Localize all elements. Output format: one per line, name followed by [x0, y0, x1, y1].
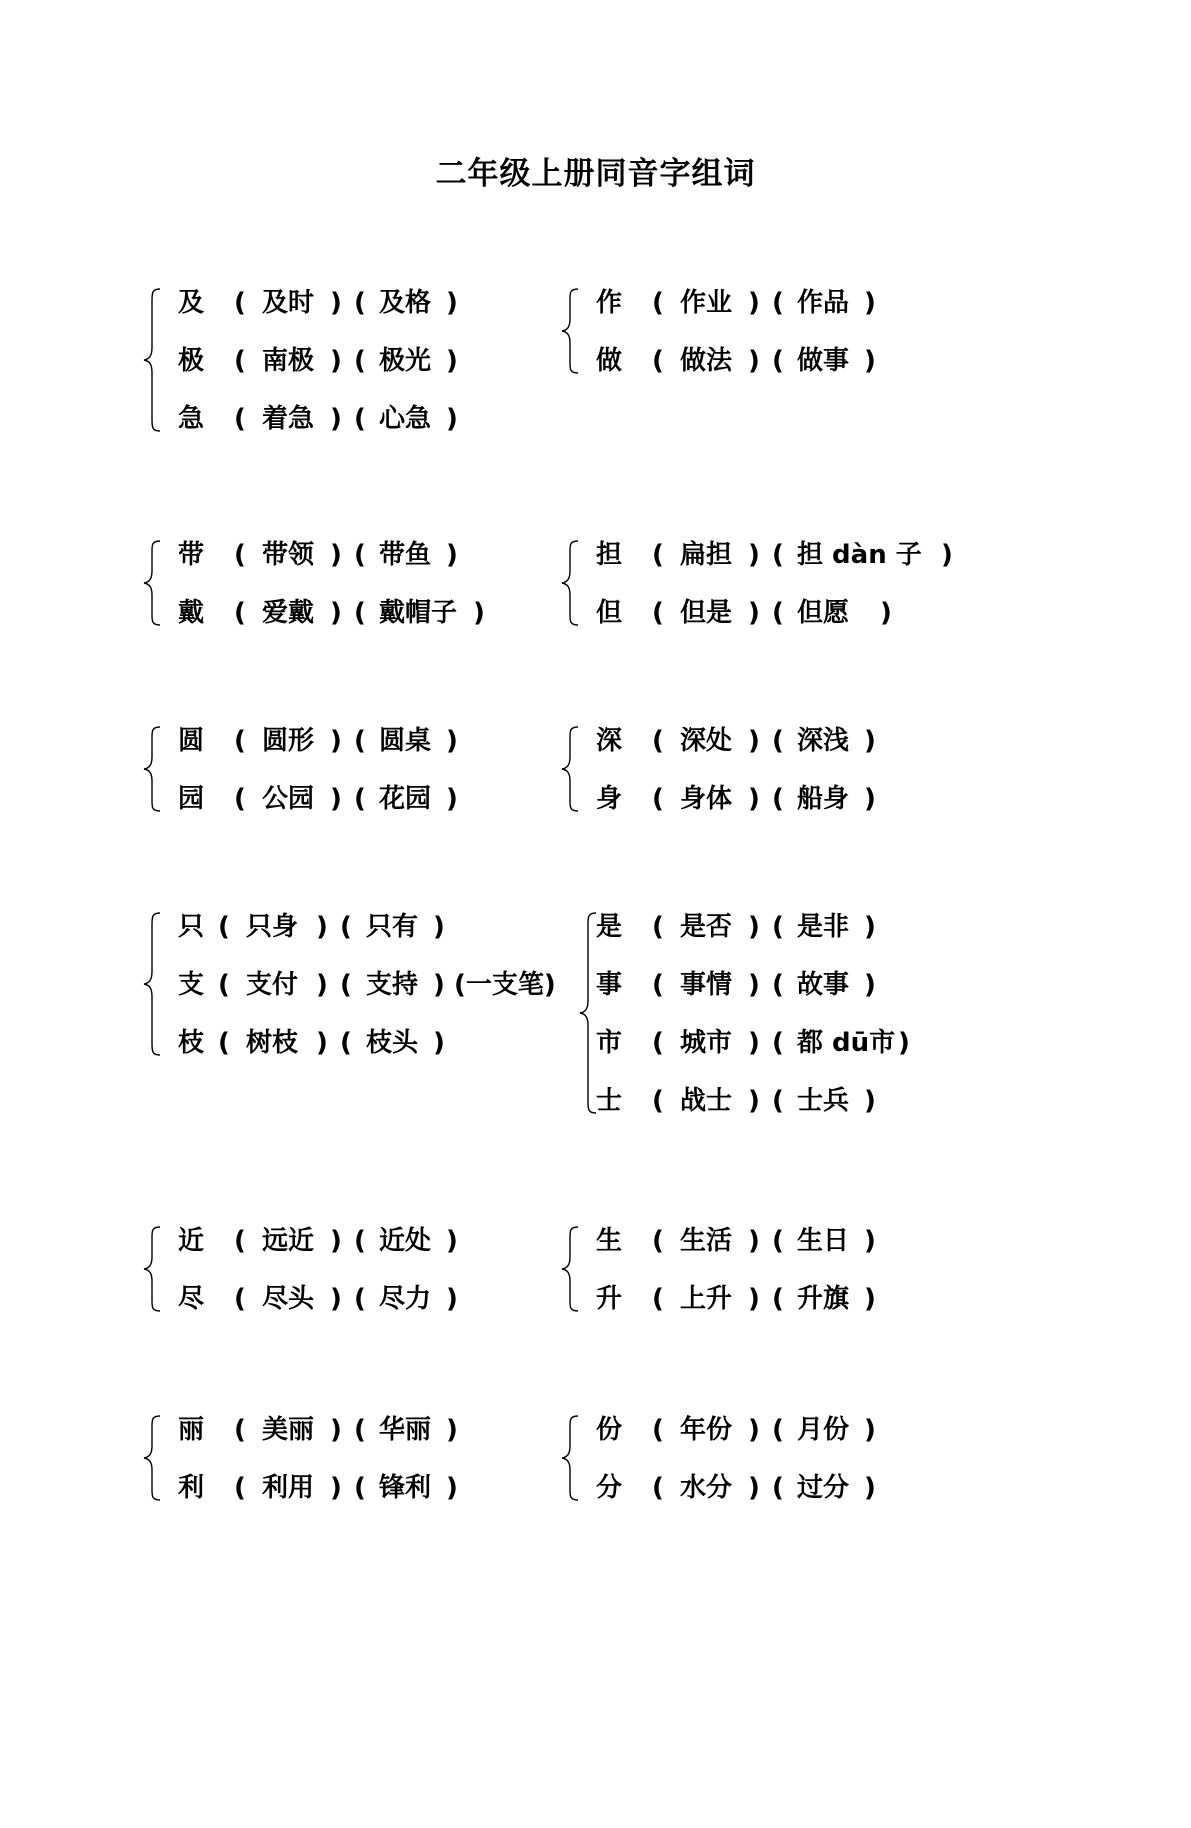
word-1: 着急 — [262, 404, 315, 434]
paren-open-2: ( — [772, 540, 784, 570]
word-1: 是否 — [680, 912, 733, 942]
left-brace — [140, 911, 164, 1057]
paren-open-2: ( — [340, 1028, 352, 1058]
target-char: 升 — [596, 1284, 623, 1314]
paren-open-2: ( — [772, 784, 784, 814]
left-brace — [140, 287, 164, 433]
target-char: 身 — [596, 784, 623, 814]
paren-close-2: ) — [446, 726, 458, 756]
word-1: 战士 — [680, 1086, 733, 1116]
paren-close-2: ) — [433, 1028, 445, 1058]
paren-close-1: ) — [330, 726, 342, 756]
paren-open-2: ( — [772, 1028, 784, 1058]
target-char: 丽 — [178, 1415, 205, 1445]
paren-open-2: ( — [354, 1226, 366, 1256]
paren-close-2: ) — [864, 288, 876, 318]
page-title: 二年级上册同音字组词 — [435, 156, 756, 192]
target-char: 带 — [178, 540, 205, 570]
word-1: 深处 — [680, 726, 733, 756]
paren-close-1: ) — [748, 540, 760, 570]
list-item — [596, 1023, 910, 1063]
target-char: 戴 — [178, 598, 205, 628]
paren-open-2: ( — [772, 288, 784, 318]
word-1: 年份 — [680, 1415, 733, 1445]
target-char: 是 — [596, 912, 623, 942]
paren-open-1: ( — [234, 1473, 246, 1503]
word-2: 锋利 — [379, 1473, 432, 1503]
paren-close-1: ) — [330, 1226, 342, 1256]
paren-close-2: ) — [473, 598, 485, 628]
list-item — [178, 1221, 458, 1261]
target-char: 圆 — [178, 726, 205, 756]
target-char: 士 — [596, 1086, 623, 1116]
word-1: 南极 — [262, 346, 315, 376]
word-1: 但是 — [680, 598, 733, 628]
word-2: 心急 — [379, 404, 432, 434]
word-1: 公园 — [262, 784, 315, 814]
paren-open-2: ( — [772, 726, 784, 756]
left-brace — [558, 725, 582, 813]
paren-close-1: ) — [330, 784, 342, 814]
target-char: 做 — [596, 346, 623, 376]
paren-close-2: ) — [864, 1086, 876, 1116]
paren-close-1: ) — [748, 1226, 760, 1256]
target-char: 只 — [178, 912, 205, 942]
list-item — [596, 535, 953, 575]
word-1: 圆形 — [262, 726, 315, 756]
list-item — [596, 1468, 876, 1508]
list-item — [178, 907, 445, 947]
word-3: (一支笔) — [454, 970, 556, 1000]
target-char: 极 — [178, 346, 205, 376]
word-2: 极光 — [379, 346, 432, 376]
paren-close-1: ) — [330, 404, 342, 434]
paren-close-1: ) — [748, 970, 760, 1000]
list-item — [596, 1410, 876, 1450]
paren-close-2: ) — [880, 598, 892, 628]
paren-close-2: ) — [864, 912, 876, 942]
paren-open-1: ( — [234, 288, 246, 318]
paren-open-2: ( — [354, 404, 366, 434]
list-item — [178, 1410, 458, 1450]
paren-open-2: ( — [772, 1415, 784, 1445]
word-1: 尽头 — [262, 1284, 315, 1314]
list-item — [178, 779, 458, 819]
paren-close-2: ) — [941, 540, 953, 570]
word-2: 生日 — [797, 1226, 850, 1256]
word-2: 深浅 — [797, 726, 850, 756]
word-2: 月份 — [797, 1415, 850, 1445]
list-item — [178, 593, 485, 633]
paren-close-1: ) — [330, 598, 342, 628]
paren-close-2: ) — [864, 784, 876, 814]
paren-open-1: ( — [218, 912, 230, 942]
paren-close-2: ) — [864, 346, 876, 376]
target-char: 份 — [596, 1415, 623, 1445]
word-2: 枝头 — [366, 1028, 419, 1058]
word-1: 利用 — [262, 1473, 315, 1503]
paren-open-1: ( — [652, 598, 664, 628]
word-1: 身体 — [680, 784, 733, 814]
paren-open-2: ( — [772, 1473, 784, 1503]
paren-close-1: ) — [748, 784, 760, 814]
word-2: 及格 — [379, 288, 432, 318]
paren-close-2: ) — [864, 1226, 876, 1256]
paren-close-1: ) — [330, 346, 342, 376]
target-char: 及 — [178, 288, 205, 318]
paren-open-2: ( — [340, 970, 352, 1000]
paren-open-2: ( — [772, 1284, 784, 1314]
list-item — [596, 721, 876, 761]
paren-close-2: ) — [433, 912, 445, 942]
paren-open-1: ( — [652, 346, 664, 376]
paren-open-1: ( — [234, 1284, 246, 1314]
word-2: 只有 — [366, 912, 419, 942]
word-2: 故事 — [797, 970, 850, 1000]
word-2: 华丽 — [379, 1415, 432, 1445]
word-1: 只身 — [246, 912, 299, 942]
paren-open-1: ( — [652, 1284, 664, 1314]
word-1: 城市 — [680, 1028, 733, 1058]
target-char: 作 — [596, 288, 623, 318]
word-2: 尽力 — [379, 1284, 432, 1314]
paren-close-1: ) — [748, 1086, 760, 1116]
paren-open-1: ( — [652, 1415, 664, 1445]
paren-open-1: ( — [234, 598, 246, 628]
list-item — [596, 593, 892, 633]
word-2: 近处 — [379, 1226, 432, 1256]
left-brace — [140, 1225, 164, 1313]
paren-close-2: ) — [446, 1415, 458, 1445]
paren-close-1: ) — [748, 1028, 760, 1058]
paren-close-2: ) — [446, 1284, 458, 1314]
target-char: 市 — [596, 1028, 623, 1058]
paren-close-2: ) — [898, 1028, 910, 1058]
target-char: 事 — [596, 970, 623, 1000]
paren-close-2: ) — [446, 404, 458, 434]
paren-open-2: ( — [772, 346, 784, 376]
paren-close-1: ) — [316, 1028, 328, 1058]
word-1: 带领 — [262, 540, 315, 570]
list-item — [178, 283, 458, 323]
paren-close-1: ) — [316, 970, 328, 1000]
word-2: 支持 — [366, 970, 419, 1000]
target-char: 枝 — [178, 1028, 205, 1058]
word-1: 支付 — [246, 970, 299, 1000]
list-item — [178, 341, 458, 381]
paren-open-1: ( — [234, 540, 246, 570]
paren-open-1: ( — [652, 726, 664, 756]
word-1: 生活 — [680, 1226, 733, 1256]
word-2: 但愿 — [797, 598, 850, 628]
list-item — [178, 721, 458, 761]
word-2: 是非 — [797, 912, 850, 942]
paren-open-1: ( — [234, 1415, 246, 1445]
target-char: 深 — [596, 726, 623, 756]
word-2: 士兵 — [797, 1086, 850, 1116]
paren-close-1: ) — [748, 1473, 760, 1503]
paren-open-2: ( — [354, 540, 366, 570]
paren-close-2: ) — [864, 726, 876, 756]
paren-open-2: ( — [354, 288, 366, 318]
paren-open-1: ( — [652, 912, 664, 942]
list-item — [596, 1279, 876, 1319]
list-item — [178, 1468, 458, 1508]
word-2: 戴帽子 — [379, 598, 458, 628]
list-item — [178, 535, 458, 575]
paren-close-1: ) — [748, 288, 760, 318]
list-item — [178, 1023, 445, 1063]
paren-close-1: ) — [748, 1284, 760, 1314]
paren-open-2: ( — [354, 598, 366, 628]
word-1: 水分 — [680, 1473, 733, 1503]
paren-open-2: ( — [772, 1086, 784, 1116]
target-char: 急 — [178, 404, 205, 434]
paren-close-2: ) — [446, 288, 458, 318]
left-brace — [558, 539, 582, 627]
paren-close-2: ) — [864, 970, 876, 1000]
word-2: 做事 — [797, 346, 850, 376]
left-brace — [558, 287, 582, 375]
target-char: 园 — [178, 784, 205, 814]
paren-close-2: ) — [864, 1473, 876, 1503]
list-item — [596, 1221, 876, 1261]
paren-open-1: ( — [652, 1226, 664, 1256]
list-item — [596, 779, 876, 819]
list-item — [178, 965, 556, 1005]
list-item — [596, 283, 876, 323]
paren-close-1: ) — [330, 540, 342, 570]
word-1: 上升 — [680, 1284, 733, 1314]
paren-close-1: ) — [330, 288, 342, 318]
target-char: 生 — [596, 1226, 623, 1256]
target-char: 分 — [596, 1473, 623, 1503]
word-1: 作业 — [680, 288, 733, 318]
paren-close-1: ) — [330, 1284, 342, 1314]
paren-open-2: ( — [354, 784, 366, 814]
paren-close-1: ) — [330, 1473, 342, 1503]
paren-close-1: ) — [748, 346, 760, 376]
paren-open-1: ( — [652, 784, 664, 814]
paren-close-1: ) — [748, 726, 760, 756]
paren-open-1: ( — [218, 1028, 230, 1058]
left-brace — [558, 1414, 582, 1502]
paren-open-1: ( — [652, 1028, 664, 1058]
paren-open-2: ( — [354, 1284, 366, 1314]
left-brace — [140, 1414, 164, 1502]
word-1: 做法 — [680, 346, 733, 376]
list-item — [596, 341, 876, 381]
paren-open-1: ( — [652, 1473, 664, 1503]
word-2: 圆桌 — [379, 726, 432, 756]
paren-open-2: ( — [354, 1415, 366, 1445]
word-2: 作品 — [797, 288, 850, 318]
paren-close-1: ) — [748, 912, 760, 942]
target-char: 利 — [178, 1473, 205, 1503]
paren-open-1: ( — [234, 1226, 246, 1256]
paren-open-2: ( — [340, 912, 352, 942]
paren-open-1: ( — [218, 970, 230, 1000]
paren-close-1: ) — [748, 1415, 760, 1445]
paren-open-2: ( — [772, 970, 784, 1000]
paren-close-2: ) — [446, 1226, 458, 1256]
paren-open-2: ( — [772, 1226, 784, 1256]
paren-open-1: ( — [652, 288, 664, 318]
target-char: 近 — [178, 1226, 205, 1256]
list-item — [596, 1081, 876, 1121]
paren-open-1: ( — [234, 404, 246, 434]
target-char: 尽 — [178, 1284, 205, 1314]
list-item — [178, 1279, 458, 1319]
target-char: 担 — [596, 540, 623, 570]
list-item — [178, 399, 458, 439]
paren-close-2: ) — [864, 1284, 876, 1314]
paren-open-2: ( — [772, 912, 784, 942]
paren-open-2: ( — [354, 726, 366, 756]
word-2: 过分 — [797, 1473, 850, 1503]
word-1: 扁担 — [680, 540, 733, 570]
paren-close-1: ) — [748, 598, 760, 628]
word-2: 带鱼 — [379, 540, 432, 570]
paren-open-1: ( — [652, 540, 664, 570]
word-1: 美丽 — [262, 1415, 315, 1445]
left-brace — [558, 1225, 582, 1313]
word-1: 及时 — [262, 288, 315, 318]
paren-close-2: ) — [446, 784, 458, 814]
target-char: 支 — [178, 970, 205, 1000]
paren-close-2: ) — [446, 346, 458, 376]
paren-close-2: ) — [446, 1473, 458, 1503]
word-2: 升旗 — [797, 1284, 850, 1314]
left-brace — [140, 725, 164, 813]
paren-open-1: ( — [652, 1086, 664, 1116]
word-1: 事情 — [680, 970, 733, 1000]
paren-close-2: ) — [433, 970, 445, 1000]
paren-open-1: ( — [234, 726, 246, 756]
paren-open-2: ( — [354, 346, 366, 376]
list-item — [596, 965, 876, 1005]
list-item — [596, 907, 876, 947]
word-1: 树枝 — [246, 1028, 299, 1058]
paren-open-1: ( — [234, 346, 246, 376]
left-brace — [140, 539, 164, 627]
word-1: 远近 — [262, 1226, 315, 1256]
paren-close-2: ) — [446, 540, 458, 570]
word-2: 担 dàn 子 — [797, 540, 922, 570]
paren-close-1: ) — [316, 912, 328, 942]
paren-open-2: ( — [354, 1473, 366, 1503]
paren-close-2: ) — [864, 1415, 876, 1445]
word-2: 花园 — [379, 784, 432, 814]
paren-open-2: ( — [772, 598, 784, 628]
word-2: 都 dū市 — [797, 1028, 896, 1058]
paren-open-1: ( — [234, 784, 246, 814]
paren-close-1: ) — [330, 1415, 342, 1445]
word-2: 船身 — [797, 784, 850, 814]
paren-open-1: ( — [652, 970, 664, 1000]
target-char: 但 — [596, 598, 623, 628]
word-1: 爱戴 — [262, 598, 315, 628]
